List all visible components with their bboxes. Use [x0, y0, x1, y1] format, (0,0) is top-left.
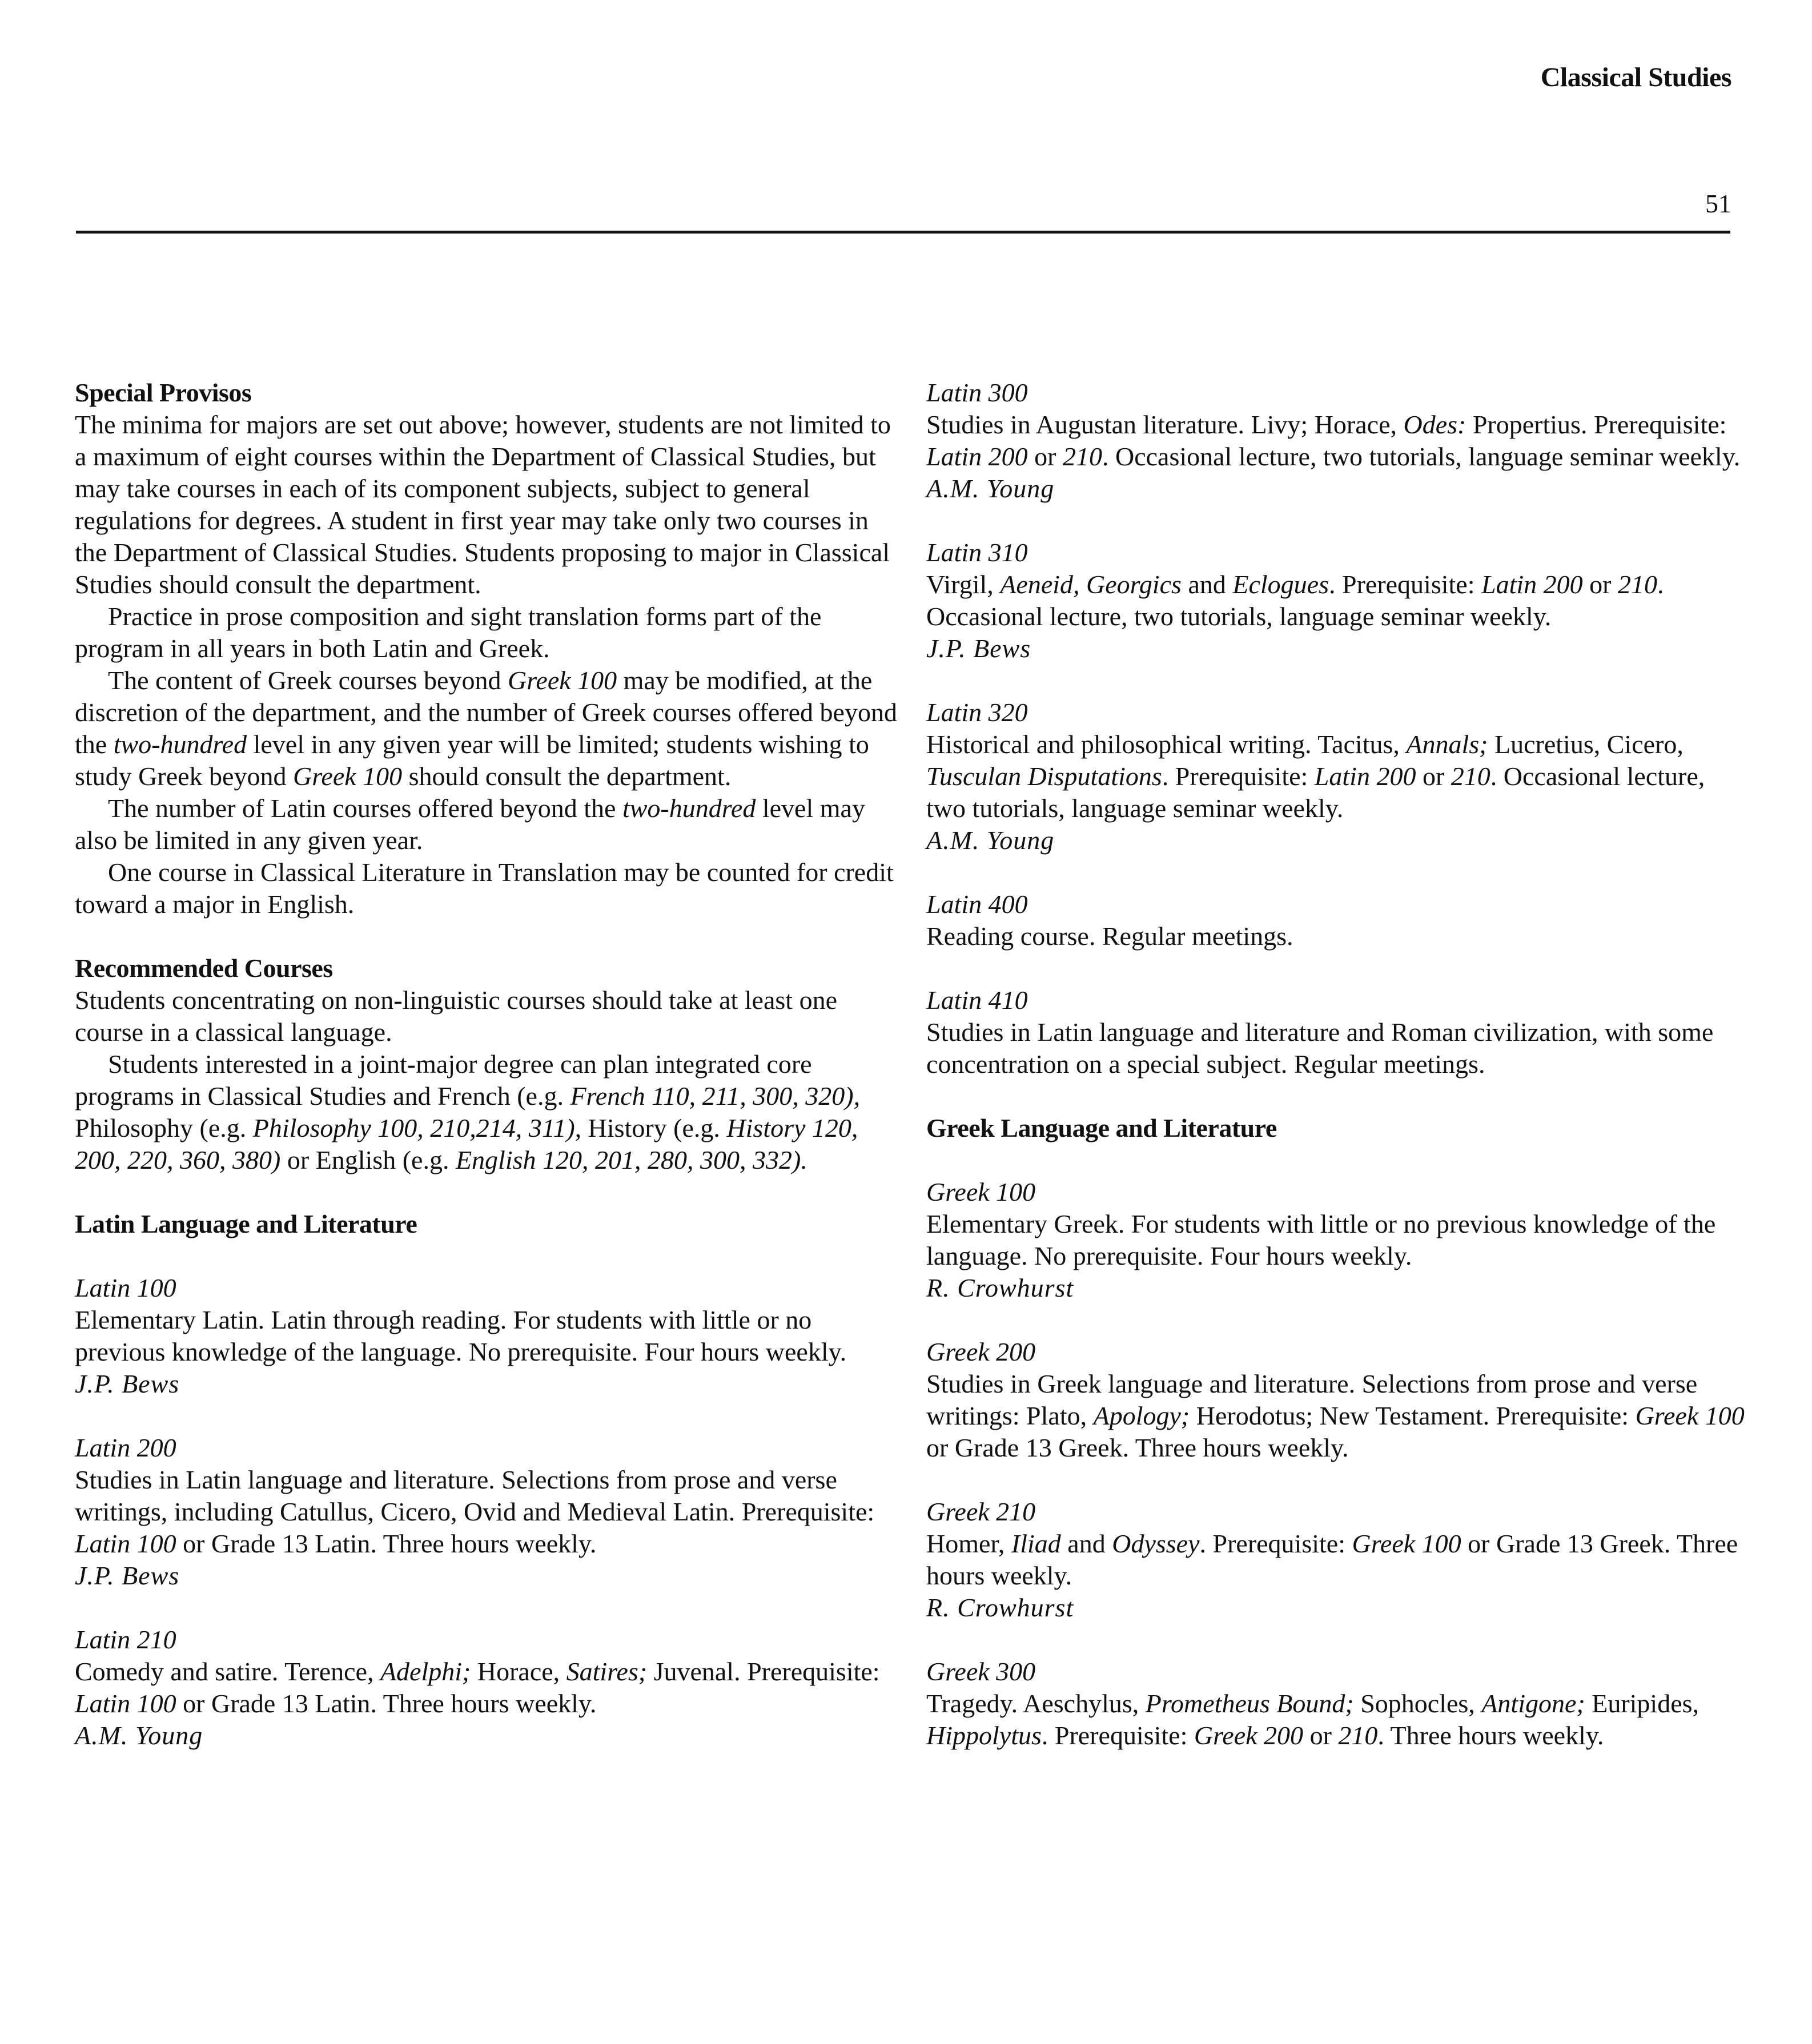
course-entry [75, 1272, 897, 1400]
course-entry [926, 1656, 1749, 1752]
text-run: . Prerequisite: [1329, 570, 1481, 599]
course-reference: Latin 100 [75, 1529, 176, 1558]
text-run: or Grade 13 Greek. Three hours weekly. [926, 1529, 1738, 1590]
course-reference: French 110, 211, 300, 320), [570, 1081, 861, 1110]
course-description: Elementary Greek. For students with little or no previous knowledge of the language. No prerequisite. Four hours weekly. [926, 1209, 1716, 1270]
text-run: Studies in Greek language and literature. Selections from prose and verse writings: Plato, [926, 1369, 1698, 1430]
course-description: Elementary Latin. Latin through reading. For students with little or no previous knowledge of the language. No prerequisite. Four hours weekly. [75, 1305, 847, 1366]
paragraph: The minima for majors are set out above; however, students are not limited to a maximum of eight courses within the Department of Classical Studies, but may take courses in each of its component subjects, subject to general regulations for degrees. A student in first year may take only two courses in the Department of Classical Studies. Students proposing to major in Classical Studies should consult the department. [75, 410, 891, 599]
work-title: Odes: [1403, 410, 1467, 439]
course-entry [926, 888, 1749, 952]
text-run: Students interested in a joint-major degree can plan integrated core programs in Classical Studies and French (e.g. [75, 1049, 812, 1110]
greek-section-heading-block [926, 1112, 1749, 1144]
course-entry [926, 537, 1749, 665]
course-code: Latin 200 [75, 1433, 176, 1462]
text-run: Comedy and satire. Terence, [75, 1657, 380, 1686]
section-heading: Recommended Courses [75, 953, 333, 983]
course-reference: 210 [1062, 442, 1102, 471]
text-run: or [1416, 762, 1451, 791]
course-entry [926, 1176, 1749, 1304]
course-reference: Greek 200 [1194, 1721, 1304, 1750]
course-instructor: A.M. Young [75, 1721, 203, 1750]
text-run: . Three hours weekly. [1377, 1721, 1604, 1750]
course-description [926, 729, 1749, 824]
text-run: or Grade 13 Latin. Three hours weekly. [176, 1689, 597, 1718]
text-run: Studies in Latin language and literature. Selections from prose and verse writings, including Catullus, Cicero, Ovid and Medieval Latin. Prerequisite: [75, 1465, 875, 1526]
course-code: Greek 200 [926, 1337, 1036, 1366]
course-entry [926, 377, 1749, 505]
course-description [926, 1688, 1749, 1752]
course-code: Latin 210 [75, 1625, 176, 1654]
course-description [926, 409, 1749, 473]
text-run: Sophocles, [1353, 1689, 1482, 1718]
text-run: Tragedy. Aeschylus, [926, 1689, 1146, 1718]
course-description [75, 1656, 897, 1720]
paragraph [75, 1048, 897, 1176]
course-instructor: J.P. Bews [75, 1561, 180, 1590]
work-title: Tusculan Disputations [926, 762, 1162, 791]
course-reference: 210 [1338, 1721, 1378, 1750]
course-reference: Philosophy 100, 210,214, 311), [252, 1113, 582, 1142]
work-title: Hippolytus [926, 1721, 1042, 1750]
text-run: Virgil, [926, 570, 1001, 599]
course-reference: Latin 200 [1314, 762, 1416, 791]
text-run: Homer, [926, 1529, 1011, 1558]
course-entry [926, 984, 1749, 1080]
paragraph: Practice in prose composition and sight translation forms part of the program in all years in both Latin and Greek. [75, 602, 822, 663]
course-instructor: R. Crowhurst [926, 1273, 1074, 1302]
course-code: Latin 100 [75, 1273, 176, 1302]
course-code: Latin 400 [926, 890, 1028, 919]
course-reference: History 120, 200, 220, 360, 380) [75, 1113, 858, 1174]
course-reference: Greek 100 [1352, 1529, 1461, 1558]
text-run: or [1027, 442, 1063, 471]
text-run: level may also be limited in any given year. [75, 794, 865, 855]
text-run: or [1303, 1721, 1339, 1750]
recommended-courses-section [75, 952, 897, 1176]
course-description [926, 1368, 1749, 1464]
text-run: or Grade 13 Greek. Three hours weekly. [926, 1433, 1349, 1462]
work-title: Eclogues [1232, 570, 1329, 599]
text-run: Herodotus; New Testament. Prerequisite: [1190, 1401, 1636, 1430]
text-run: or English (e.g. [280, 1145, 456, 1174]
course-code: Greek 100 [926, 1177, 1036, 1206]
text-run: . Prerequisite: [1199, 1529, 1352, 1558]
text-run: The content of Greek courses beyond [108, 666, 508, 695]
text-run: . Occasional lecture, two tutorials, language seminar weekly. [1102, 442, 1741, 471]
course-reference: Greek 100 [292, 762, 403, 791]
text-run: . Prerequisite: [1041, 1721, 1194, 1750]
course-code: Greek 300 [926, 1657, 1036, 1686]
course-reference: Latin 200 [926, 442, 1028, 471]
text-run: . Occasional lecture, two tutorials, language seminar weekly. [926, 762, 1705, 823]
text-run: and [1060, 1529, 1112, 1558]
text-run: or Grade 13 Latin. Three hours weekly. [176, 1529, 597, 1558]
work-title: Apology; [1093, 1401, 1190, 1430]
paragraph: Students concentrating on non-linguistic courses should take at least one course in a classical language. [75, 985, 837, 1047]
right-column [926, 377, 1749, 1752]
course-code: Latin 320 [926, 698, 1028, 727]
running-head: Classical Studies [1540, 62, 1731, 92]
emphasis-text: two-hundred [113, 730, 247, 759]
page-number: 51 [1705, 189, 1731, 218]
course-reference: 210 [1617, 570, 1657, 599]
course-code: Latin 300 [926, 378, 1028, 407]
course-instructor: R. Crowhurst [926, 1593, 1074, 1622]
course-description: Studies in Latin language and literature and Roman civilization, with some concentration on a special subject. Regular meetings. [926, 1017, 1714, 1079]
section-heading: Greek Language and Literature [926, 1113, 1277, 1142]
paragraph [75, 665, 897, 792]
course-description [75, 1464, 897, 1560]
left-column [75, 377, 897, 1752]
course-instructor: J.P. Bews [926, 634, 1031, 663]
text-run: History (e.g. [581, 1113, 727, 1142]
work-title: Annals; [1406, 730, 1488, 759]
latin-section-heading-block [75, 1208, 897, 1240]
course-reference: Latin 200 [1481, 570, 1583, 599]
text-run: Euripides, [1585, 1689, 1699, 1718]
text-run: Propertius. Prerequisite: [1466, 410, 1727, 439]
work-title: Adelphi; [380, 1657, 471, 1686]
work-title: Prometheus Bound; [1145, 1689, 1354, 1718]
text-run: Lucretius, Cicero, [1488, 730, 1684, 759]
paragraph: One course in Classical Literature in Translation may be counted for credit toward a major in English. [75, 858, 894, 919]
work-title: Aeneid, Georgics [1000, 570, 1182, 599]
course-description [926, 569, 1749, 633]
course-instructor: J.P. Bews [75, 1369, 180, 1398]
text-run: Studies in Augustan literature. Livy; Horace, [926, 410, 1404, 439]
course-reference: English 120, 201, 280, 300, 332). [455, 1145, 807, 1174]
text-run: should consult the department. [402, 762, 732, 791]
course-reference: Greek 100 [507, 666, 617, 695]
section-heading: Latin Language and Literature [75, 1209, 417, 1238]
work-title: Iliad [1011, 1529, 1061, 1558]
section-heading: Special Provisos [75, 378, 252, 407]
text-run: and [1181, 570, 1233, 599]
text-run: Horace, [471, 1657, 566, 1686]
course-description [926, 1528, 1749, 1592]
work-title: Odyssey [1112, 1529, 1200, 1558]
text-run: Philosophy (e.g. [75, 1113, 253, 1142]
course-code: Latin 310 [926, 538, 1028, 567]
text-run: level in any given year will be limited; students wishing to study Greek beyond [75, 730, 869, 791]
work-title: Antigone; [1481, 1689, 1585, 1718]
text-run: may be modified, at the discretion of the department, and the number of Greek courses offered beyond the [75, 666, 897, 759]
text-run: . Occasional lecture, two tutorials, language seminar weekly. [926, 570, 1664, 631]
course-instructor: A.M. Young [926, 474, 1055, 503]
course-entry [75, 1432, 897, 1592]
text-run: Historical and philosophical writing. Tacitus, [926, 730, 1407, 759]
special-provisos-section [75, 377, 897, 920]
course-reference: Greek 100 [1635, 1401, 1745, 1430]
paragraph [75, 792, 897, 856]
emphasis-text: two-hundred [622, 794, 756, 823]
course-entry [926, 1496, 1749, 1624]
course-entry [926, 697, 1749, 856]
course-code: Greek 210 [926, 1497, 1036, 1526]
text-run: . Prerequisite: [1162, 762, 1315, 791]
work-title: Satires; [566, 1657, 648, 1686]
course-reference: 210 [1451, 762, 1490, 791]
text-run: or [1582, 570, 1618, 599]
header-rule [76, 231, 1730, 234]
course-entry [926, 1336, 1749, 1464]
course-reference: Latin 100 [75, 1689, 176, 1718]
text-run: Juvenal. Prerequisite: [647, 1657, 880, 1686]
text-run: The number of Latin courses offered beyond the [108, 794, 622, 823]
course-code: Latin 410 [926, 985, 1028, 1015]
course-instructor: A.M. Young [926, 826, 1055, 855]
course-entry [75, 1624, 897, 1752]
course-description: Reading course. Regular meetings. [926, 922, 1293, 951]
